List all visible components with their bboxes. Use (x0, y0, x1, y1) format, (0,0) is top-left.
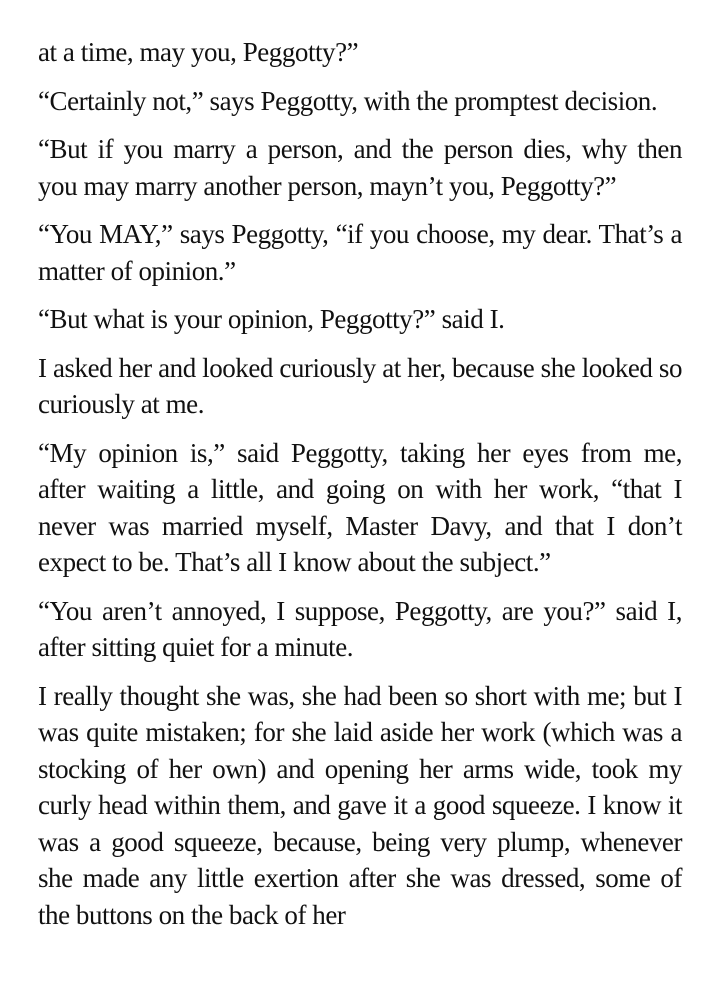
paragraph: “But if you marry a person, and the person dies, why then you may marry another person, mayn’t you, Peggotty?” (38, 134, 682, 201)
paragraph: at a time, may you, Peggotty?” (38, 37, 359, 67)
paragraph: “You aren’t annoyed, I suppose, Peggotty, are you?” said I, after sitting quiet for a minute. (38, 595, 682, 662)
paragraph: “You MAY,” says Peggotty, “if you choose, my dear. That’s a matter of opinion.” (38, 219, 682, 286)
paragraph: I really thought she was, she had been so short with me; but I was quite mistaken; for she laid aside her work (which was a stocking of her own) and opening her arms wide, took my curly head within them, and gave it a good squeeze. I know it was a good squeeze, because, being very plump, whenever she made any little exertion after she was dressed, some of the buttons on the back of her (38, 680, 682, 930)
paragraph: I asked her and looked curiously at her, because she looked so curiously at me. (38, 352, 682, 419)
page-text (38, 34, 682, 945)
paragraph: “Certainly not,” says Peggotty, with the promptest decision. (38, 85, 658, 116)
paragraph: “But what is your opinion, Peggotty?” said I. (38, 304, 505, 334)
paragraph: “My opinion is,” said Peggotty, taking her eyes from me, after waiting a little, and going on with her work, “that I never was married myself, Master Davy, and that I don’t expect to be. That’s all I know about the subject.” (38, 437, 682, 577)
